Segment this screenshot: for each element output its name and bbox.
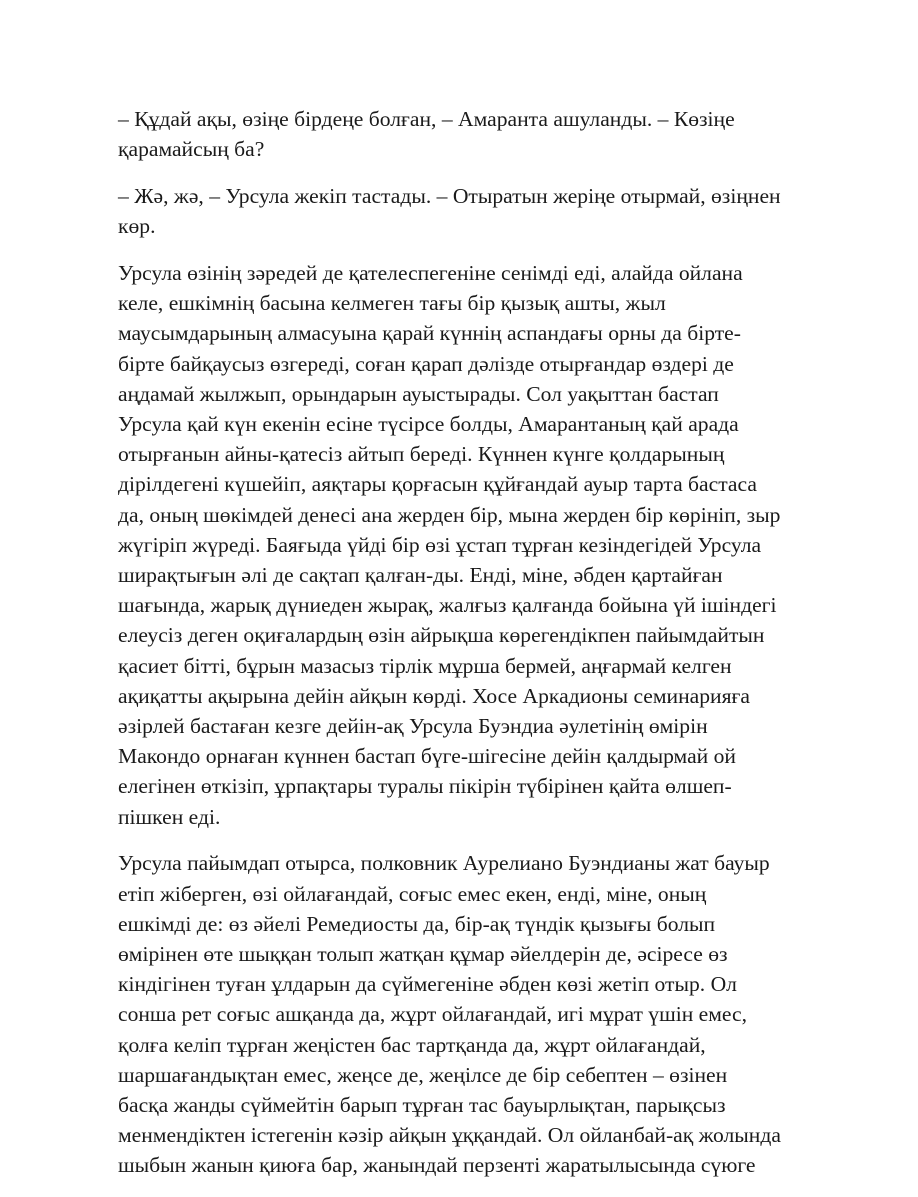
text-line: елеусіз деген оқиғалардың өзін айрықша көрегендікпен пайымдайтын [118, 623, 765, 648]
text-line: отырғанын айны-қатесіз айтып береді. Күннен күнге қолдарының [118, 442, 725, 467]
text-line: кіндігінен туған ұлдарын да сүймегеніне әбден көзі жетіп отыр. Ол [118, 972, 737, 997]
text-line: Урсула пайымдап отырса, полковник Аурелиано Буэндианы жат бауыр [118, 851, 770, 876]
text-line: Урсула қай күн екенін есіне түсірсе болды, Амарантаның қай арада [118, 412, 739, 437]
text-line: бірте байқаусыз өзгереді, соған қарап дәлізде отырғандар өздері де [118, 351, 734, 376]
text-line: пішкен еді. [118, 804, 221, 829]
text-line: жүгіріп жүреді. Баяғыда үйді бір өзі ұстап тұрған кезіндегідей Урсула [118, 532, 762, 557]
text-line: аңдамай жылжып, орындарын ауыстырады. Сол уақыттан бастап [118, 381, 719, 406]
text-line: келе, ешкімнің басына келмеген тағы бір қызық ашты, жыл [118, 291, 666, 316]
paragraph-dialogue-amaranta [118, 104, 808, 164]
text-line: ақиқатты ақырына дейін айқын көрді. Хосе Аркадионы семинарияға [118, 683, 750, 708]
text-line: да, оның шөкімдей денесі ана жерден бір, мына жерден бір көрініп, зыр [118, 502, 781, 527]
text-line: ешкімді де: өз әйелі Ремедиосты да, бір-ақ түндік қызығы болып [118, 911, 716, 936]
text-line: ширақтығын әлі де сақтап қалған-ды. Енді, міне, әбден қартайған [118, 563, 723, 588]
text-line: елегінен өткізіп, ұрпақтары туралы пікірін түбірінен қайта өлшеп- [118, 774, 732, 799]
text-line: маусымдарының алмасуына қарай күннің аспандағы орны да бірте- [118, 321, 741, 346]
paragraph-colonel-aureliano [118, 848, 808, 1180]
text-line: сонша рет соғыс ашқанда да, жұрт ойлағандай, игі мұрат үшін емес, [118, 1002, 748, 1027]
paragraph-ursula-observation [118, 258, 808, 832]
text-line: – Құдай ақы, өзіңе бірдеңе болған, – Амаранта ашуланды. – Көзіңе [118, 107, 735, 131]
paragraph-dialogue-ursula [118, 181, 808, 241]
text-line: Макондо орнаған күннен бастап бүге-шігесіне дейін қалдырмай ой [118, 744, 736, 769]
text-line: басқа жанды сүймейтін барып тұрған тас бауырлықтан, парықсыз [118, 1093, 726, 1118]
text-line: дірілдегені күшейіп, аяқтары қорғасын құйғандай ауыр тарта бастаса [118, 472, 757, 497]
text-line: менмендіктен істегенін кәзір айқын ұққандай. Ол ойланбай-ақ жолында [118, 1123, 781, 1148]
text-line: етіп жіберген, өзі ойлағандай, соғыс емес екен, енді, міне, оның [118, 881, 707, 906]
text-line: қарамайсың ба? [118, 137, 265, 162]
text-line: шаршағандықтан емес, жеңсе де, жеңілсе де бір себептен – өзінен [118, 1062, 728, 1087]
text-line: шағында, жарық дүниеден жырақ, жалғыз қалғанда бойына үй ішіндегі [118, 593, 777, 618]
text-line: – Жә, жә, – Урсула жекіп тастады. – Отыратын жеріңе отырмай, өзіңнен [118, 184, 781, 208]
text-line: қасиет бітті, бұрын мазасыз тірлік мұрша бермей, аңғармай келген [118, 653, 732, 678]
text-line: өмірінен өте шыққан толып жатқан құмар әйелдерін де, әсіресе өз [118, 942, 728, 967]
text-line: Урсула өзінің зәредей де қателеспегеніне сенімді еді, алайда ойлана [118, 261, 743, 285]
document-page [118, 104, 808, 1197]
text-line: әзірлей бастаған кезге дейін-ақ Урсула Буэндиа әулетінің өмірін [118, 714, 708, 739]
text-line: шыбын жанын қиюға бар, жанындай перзенті жаратылысында сүюге [118, 1153, 756, 1178]
text-line: қолға келіп тұрған жеңістен бас тартқанда да, жұрт ойлағандай, [118, 1032, 706, 1057]
text-line: көр. [118, 214, 156, 239]
